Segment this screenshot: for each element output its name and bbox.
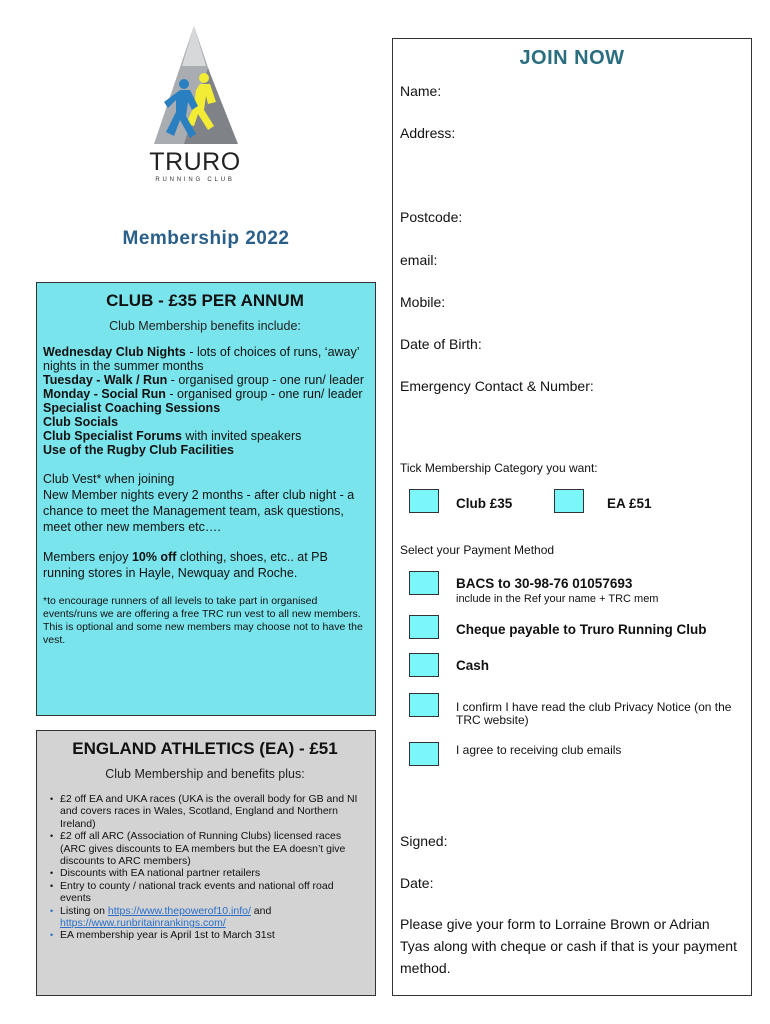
bacs-note: include in the Ref your name + TRC mem [456,593,659,605]
benefit-item: Club Socials [43,415,119,429]
privacy-label: I confirm I have read the club Privacy Notice (on the TRC website) [456,700,732,727]
cash-label: Cash [456,658,490,673]
logo-title: TRURO [149,148,241,176]
benefit-item: Monday - Social Run - organised group - one run/ leader [43,387,363,401]
list-item: • Discounts with EA national partner retailers [53,867,367,879]
club-membership-panel [36,282,376,716]
list-item: • Listing on https://www.thepowerof10.info/ and https://www.runbritainrankings.com/ [53,905,367,930]
club-heading: CLUB - £35 PER ANNUM [106,291,304,310]
bacs-checkbox[interactable] [409,571,439,595]
privacy-checkbox[interactable] [409,693,439,717]
name-field[interactable]: Name: [400,83,442,99]
dob-field[interactable]: Date of Birth: [400,336,482,352]
cash-checkbox[interactable] [409,653,439,677]
signed-field[interactable]: Signed: [400,833,448,849]
club-subheading: Club Membership benefits include: [109,319,301,333]
benefit-item: Club Specialist Forums with invited speakers [43,429,302,443]
list-item: • £2 off all ARC (Association of Running Clubs) licensed races (ARC gives discounts to EA members but the EA doesn’t give discounts to ARC members) [53,830,367,867]
ea-heading: ENGLAND ATHLETICS (EA) - £51 [72,739,338,758]
vest-text: Club Vest* when joining [43,472,175,486]
emails-label: I agree to receiving club emails [456,743,622,757]
join-title: JOIN NOW [519,47,625,69]
tick-category-label: Tick Membership Category you want: [400,461,598,475]
payment-method-label: Select your Payment Method [400,543,555,557]
emails-checkbox[interactable] [409,742,439,766]
benefit-item: Specialist Coaching Sessions [43,401,221,415]
benefit-item: Tuesday - Walk / Run - organised group - one run/ leader [43,373,364,387]
benefit-item: Use of the Rugby Club Facilities [43,443,234,457]
give-form-note: Please give your form to Lorraine Brown or Adrian Tyas along with cheque or cash if that is your payment method. [400,916,737,976]
benefit-item: Wednesday Club Nights - lots of choices of runs, ‘away’ nights in the summer months [43,345,360,373]
logo-subtitle: RUNNING CLUB [155,177,235,183]
list-item: • EA membership year is April 1st to March 31st [53,929,367,941]
ea-subheading: Club Membership and benefits plus: [105,767,305,781]
powerof10-link[interactable]: https://www.thepowerof10.info/ [107,904,251,917]
cheque-label: Cheque payable to Truro Running Club [456,622,707,637]
club-option-label: Club £35 [456,496,513,511]
emergency-contact-field[interactable]: Emergency Contact & Number: [400,378,594,394]
join-now-form [392,38,752,996]
ea-membership-panel [36,730,376,996]
list-item: • £2 off EA and UKA races (UKA is the overall body for GB and NI and covers races in Wales, Scotland, England and Northern Ireland) [53,793,367,830]
new-member-text: New Member nights every 2 months - after club night - a chance to meet the Management team, ask questions, meet other new members etc…. [43,488,355,534]
ea-checkbox[interactable] [554,489,584,513]
ea-benefits-list [43,793,367,942]
ea-option-label: EA £51 [607,496,652,511]
vest-footnote: *to encourage runners of all levels to take part in organised events/runs we are offering a free TRC run vest to all new members. This is optional and some new members may choose not to have the vest. [43,595,363,646]
list-item: • Entry to county / national track events and national off road events [53,880,367,905]
discount-text: Members enjoy 10% off clothing, shoes, etc.. at PB running stores in Hayle, Newquay and Roche. [43,550,328,580]
club-checkbox[interactable] [409,489,439,513]
cheque-checkbox[interactable] [409,615,439,639]
bacs-label: BACS to 30-98-76 01057693 [456,576,633,591]
mobile-field[interactable]: Mobile: [400,294,446,310]
runbritain-link[interactable]: https://www.runbritainrankings.com/ [60,917,226,930]
date-field[interactable]: Date: [400,875,434,891]
postcode-field[interactable]: Postcode: [400,209,463,225]
membership-title: Membership 2022 [122,228,290,249]
address-field[interactable]: Address: [400,125,456,141]
email-field[interactable]: email: [400,252,438,268]
